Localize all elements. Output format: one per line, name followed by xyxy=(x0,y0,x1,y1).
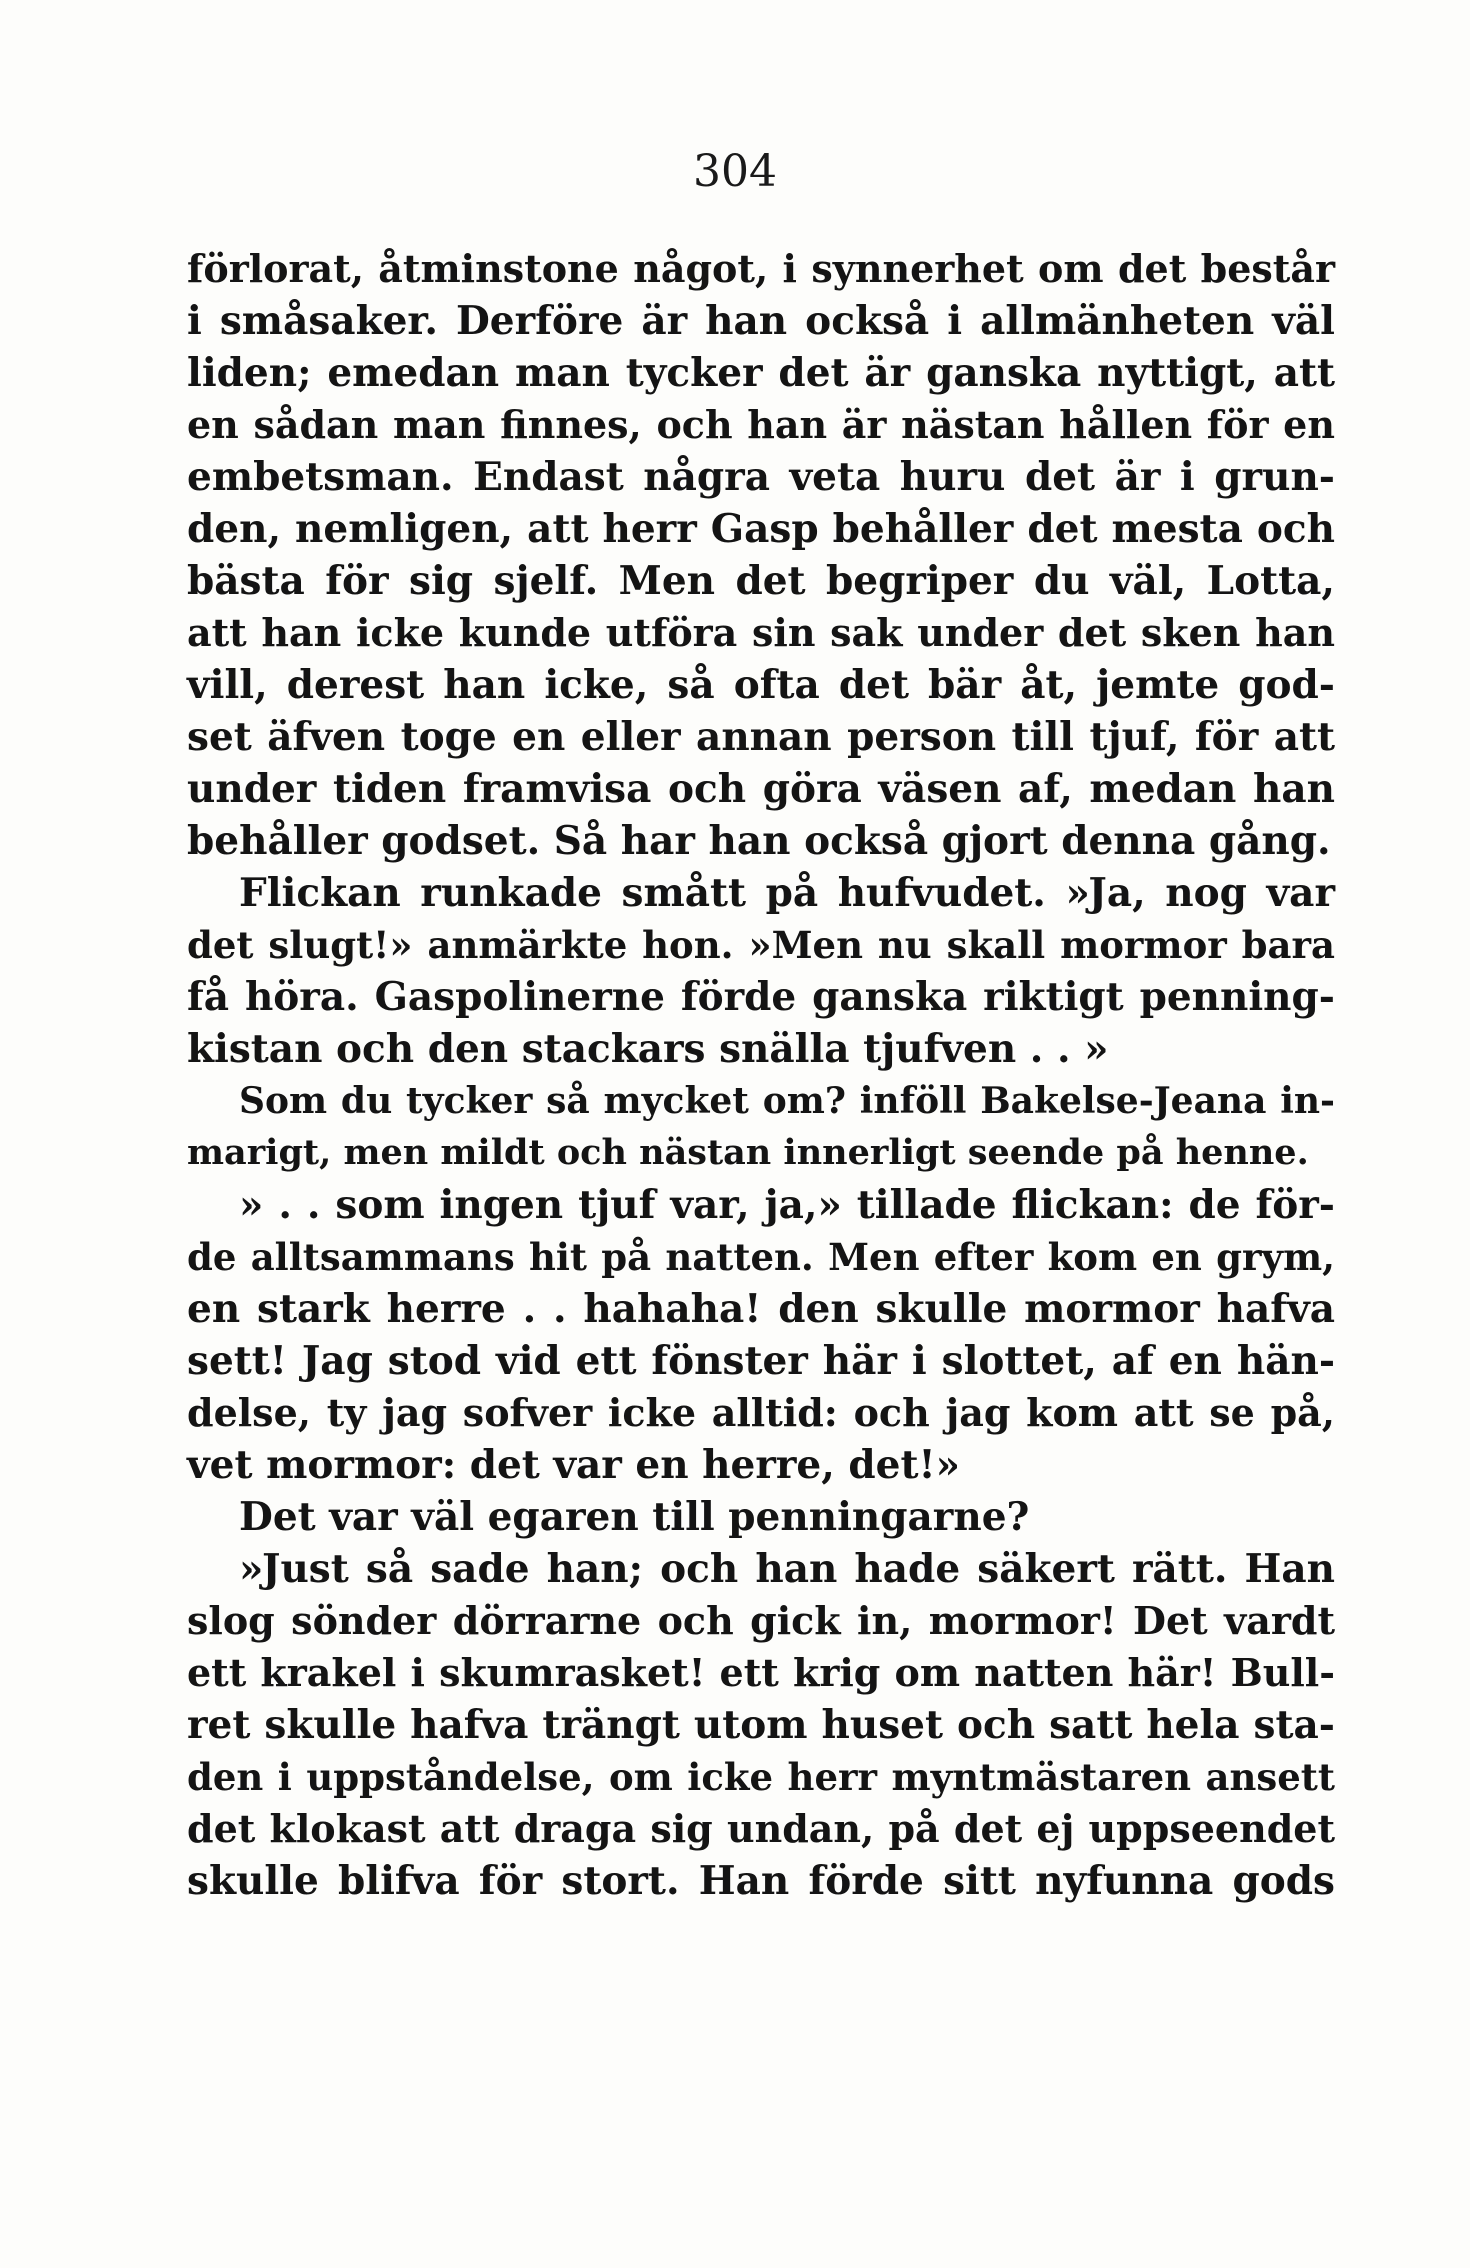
page-number: 304 xyxy=(693,146,777,197)
text-line: Det var väl egaren till penningarne? xyxy=(239,1494,1030,1540)
text-line: vill, derest han icke, så ofta det bär åt, jemte god- xyxy=(187,662,1335,708)
text-line: det klokast att draga sig undan, på det ej uppseendet xyxy=(187,1806,1335,1851)
body-text xyxy=(187,243,1335,1907)
text-line: en sådan man finnes, och han är nästan hållen för en xyxy=(187,402,1335,447)
text-line: det slugt!» anmärkte hon. »Men nu skall mormor bara xyxy=(187,923,1335,967)
text-line: embetsman. Endast några veta huru det är i grun- xyxy=(187,454,1335,500)
text-line: liden; emedan man tycker det är ganska nyttigt, att xyxy=(187,350,1335,396)
text-line: kistan och den stackars snälla tjufven . . » xyxy=(187,1026,1109,1072)
text-line: bästa för sig sjelf. Men det begriper du väl, Lotta, xyxy=(187,558,1335,604)
text-line: i småsaker. Derföre är han också i allmänheten väl xyxy=(187,298,1335,344)
text-line: sett! Jag stod vid ett fönster här i slottet, af en hän- xyxy=(187,1338,1335,1384)
text-line: under tiden framvisa och göra väsen af, medan han xyxy=(187,766,1335,812)
text-line: den, nemligen, att herr Gasp behåller det mesta och xyxy=(187,506,1335,552)
text-line: behåller godset. Så har han också gjort denna gång. xyxy=(187,818,1331,864)
text-line: den i uppståndelse, om icke herr myntmästaren ansett xyxy=(187,1755,1335,1799)
text-line: ret skulle hafva trängt utom huset och satt hela sta- xyxy=(187,1702,1335,1748)
text-line: »Just så sade han; och han hade säkert rätt. Han xyxy=(239,1546,1335,1592)
text-line: Flickan runkade smått på hufvudet. »Ja, nog var xyxy=(239,870,1335,916)
text-line: » . . som ingen tjuf var, ja,» tillade flickan: de för- xyxy=(239,1182,1335,1228)
text-line: Som du tycker så mycket om? inföll Bakelse-Jeana in- xyxy=(239,1080,1335,1122)
text-line: en stark herre . . hahaha! den skulle mormor hafva xyxy=(187,1286,1335,1332)
text-line: slog sönder dörrarne och gick in, mormor! Det vardt xyxy=(187,1598,1335,1643)
text-line: de alltsammans hit på natten. Men efter kom en grym, xyxy=(187,1235,1335,1279)
text-line: delse, ty jag sofver icke alltid: och jag kom att se på, xyxy=(187,1390,1335,1435)
text-line: skulle blifva för stort. Han förde sitt nyfunna gods xyxy=(187,1858,1335,1904)
text-line: få höra. Gaspolinerne förde ganska riktigt penning- xyxy=(187,974,1335,1020)
text-line: förlorat, åtminstone något, i synnerhet om det består xyxy=(187,246,1335,291)
text-line: ett krakel i skumrasket! ett krig om natten här! Bull- xyxy=(187,1650,1335,1695)
text-line: marigt, men mildt och nästan innerligt seende på henne. xyxy=(187,1132,1309,1173)
text-line: set äfven toge en eller annan person till tjuf, för att xyxy=(187,714,1335,760)
text-line: att han icke kunde utföra sin sak under det sken han xyxy=(187,610,1335,655)
text-line: vet mormor: det var en herre, det!» xyxy=(187,1442,960,1488)
